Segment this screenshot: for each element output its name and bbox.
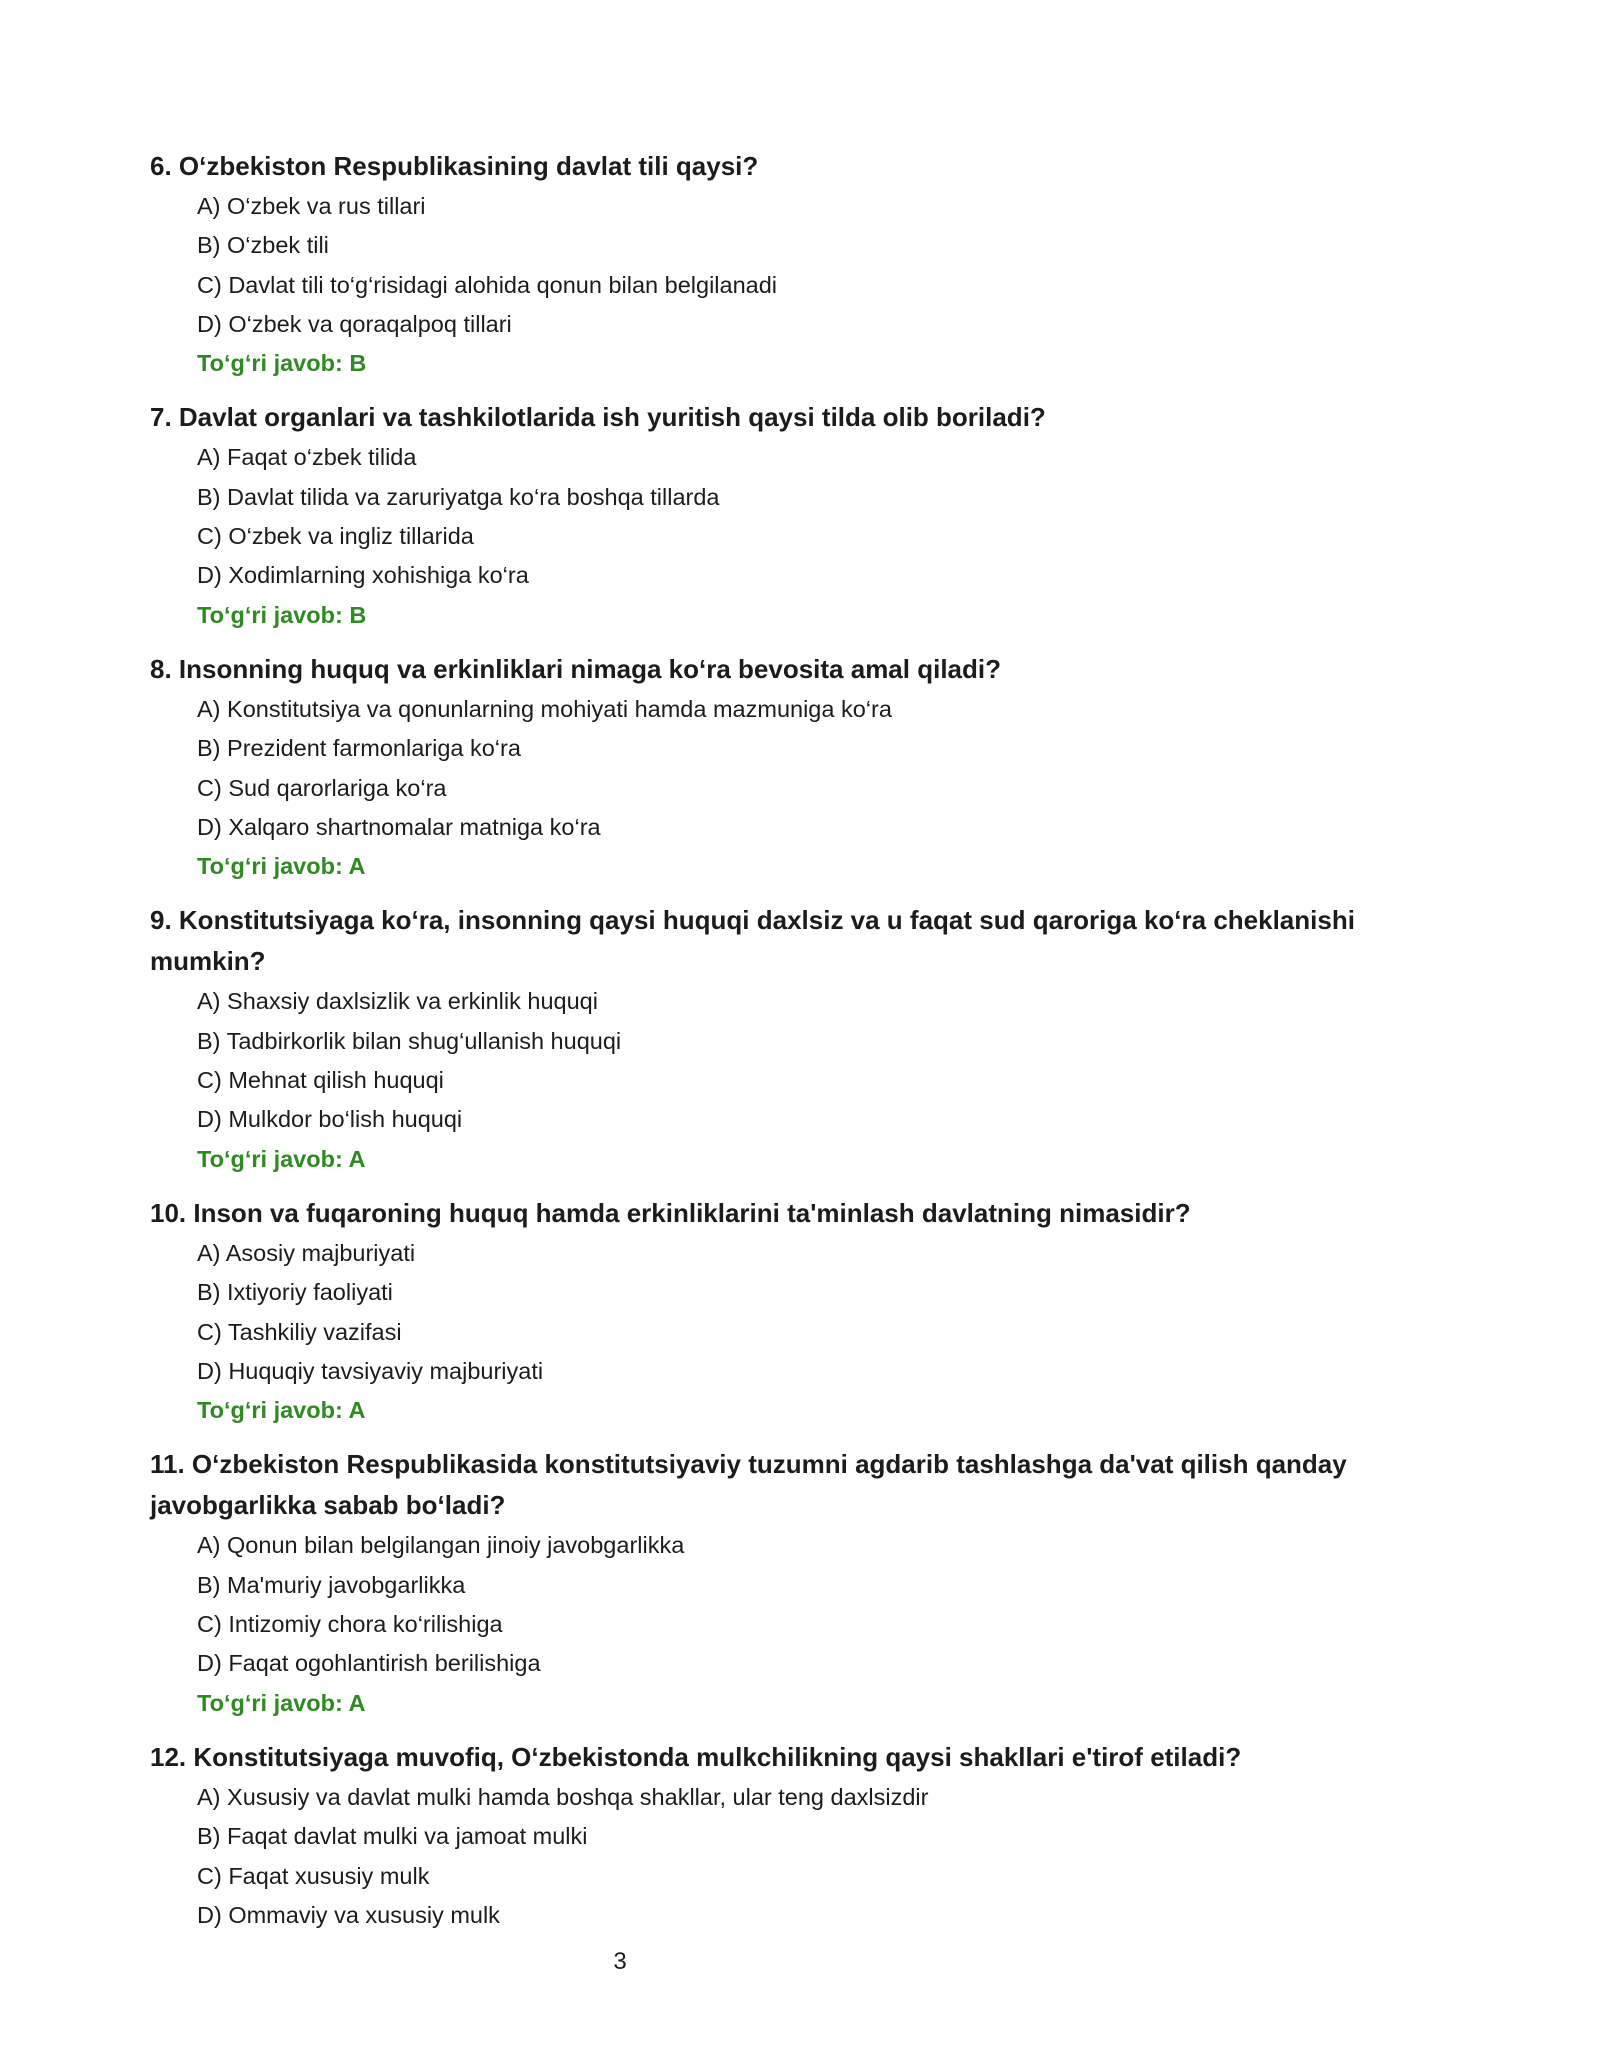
option-d: D) Faqat ogohlantirish berilishiga bbox=[197, 1650, 541, 1677]
option-d: D) Ommaviy va xususiy mulk bbox=[197, 1901, 500, 1928]
question-10 bbox=[150, 1193, 1450, 1430]
option-c: C) Faqat xususiy mulk bbox=[197, 1862, 430, 1889]
question-text: 11. O‘zbekiston Respublikasida konstitutsiyaviy tuzumni agdarib tashlashga da'vat qilish qanday javobgarlikka sabab bo‘ladi? bbox=[150, 1449, 1347, 1521]
option-d: D) Xodimlarning xohishiga ko‘ra bbox=[197, 562, 529, 589]
option-b: B) O‘zbek tili bbox=[197, 232, 329, 259]
option-d: D) Mulkdor bo‘lish huquqi bbox=[197, 1106, 463, 1133]
option-a: A) Faqat o‘zbek tilida bbox=[197, 444, 417, 471]
option-a: A) O‘zbek va rus tillari bbox=[197, 193, 426, 219]
question-8 bbox=[150, 649, 1450, 886]
correct-answer: To‘g‘ri javob: A bbox=[197, 1145, 366, 1172]
option-c: C) Intizomiy chora ko‘rilishiga bbox=[197, 1611, 503, 1638]
option-c: C) Sud qarorlariga ko‘ra bbox=[197, 774, 447, 801]
option-list bbox=[150, 690, 1450, 847]
option-b: B) Tadbirkorlik bilan shug‘ullanish huquqi bbox=[197, 1027, 622, 1054]
question-text: 10. Inson va fuqaroning huquq hamda erkinliklarini ta'minlash davlatning nimasidir? bbox=[150, 1197, 1191, 1228]
correct-answer: To‘g‘ri javob: A bbox=[197, 1397, 366, 1424]
option-d: D) O‘zbek va qoraqalpoq tillari bbox=[197, 310, 512, 337]
option-a: A) Qonun bilan belgilangan jinoiy javobgarlikka bbox=[197, 1532, 685, 1559]
option-b: B) Ixtiyoriy faoliyati bbox=[197, 1279, 393, 1306]
question-9 bbox=[150, 900, 1450, 1178]
question-text: 6. O‘zbekiston Respublikasining davlat tili qaysi? bbox=[150, 151, 759, 181]
option-b: B) Prezident farmonlariga ko‘ra bbox=[197, 735, 521, 762]
option-b: B) Ma'muriy javobgarlikka bbox=[197, 1571, 466, 1598]
option-a: A) Asosiy majburiyati bbox=[197, 1239, 416, 1266]
option-c: C) Mehnat qilish huquqi bbox=[197, 1067, 444, 1094]
option-d: D) Xalqaro shartnomalar matniga ko‘ra bbox=[197, 813, 601, 840]
option-a: A) Konstitutsiya va qonunlarning mohiyati hamda mazmuniga ko‘ra bbox=[197, 695, 892, 722]
option-a: A) Xususiy va davlat mulki hamda boshqa shakllar, ular teng daxlsizdir bbox=[197, 1783, 929, 1810]
correct-answer: To‘g‘ri javob: B bbox=[197, 601, 367, 628]
option-c: C) Davlat tili to‘g‘risidagi alohida qonun bilan belgilanadi bbox=[197, 271, 778, 298]
correct-answer: To‘g‘ri javob: A bbox=[197, 853, 366, 880]
option-c: C) O‘zbek va ingliz tillarida bbox=[197, 523, 474, 550]
question-text: 7. Davlat organlari va tashkilotlarida ish yuritish qaysi tilda olib boriladi? bbox=[150, 402, 1046, 433]
page-number: 3 bbox=[613, 1948, 627, 1975]
option-list bbox=[150, 982, 1450, 1139]
option-list bbox=[150, 1526, 1450, 1683]
question-text: 8. Insonning huquq va erkinliklari nimaga ko‘ra bevosita amal qiladi? bbox=[150, 653, 1001, 684]
question-11 bbox=[150, 1444, 1450, 1722]
option-c: C) Tashkiliy vazifasi bbox=[197, 1318, 402, 1345]
correct-answer: To‘g‘ri javob: A bbox=[197, 1689, 366, 1716]
option-list bbox=[150, 1234, 1450, 1391]
option-list bbox=[150, 187, 1450, 344]
question-text: 12. Konstitutsiyaga muvofiq, O‘zbekistonda mulkchilikning qaysi shakllari e'tirof etiladi? bbox=[150, 1741, 1242, 1772]
question-7 bbox=[150, 397, 1450, 634]
option-list bbox=[150, 1778, 1450, 1935]
question-6 bbox=[150, 146, 1450, 383]
option-b: B) Faqat davlat mulki va jamoat mulki bbox=[197, 1823, 588, 1850]
question-12 bbox=[150, 1737, 1450, 1935]
question-text: 9. Konstitutsiyaga ko‘ra, insonning qaysi huquqi daxlsiz va u faqat sud qaroriga ko‘ra cheklanishi mumkin? bbox=[150, 905, 1355, 977]
document-page bbox=[150, 146, 1450, 1935]
option-list bbox=[150, 438, 1450, 595]
option-b: B) Davlat tilida va zaruriyatga ko‘ra boshqa tillarda bbox=[197, 483, 720, 510]
option-d: D) Huquqiy tavsiyaviy majburiyati bbox=[197, 1357, 544, 1384]
correct-answer: To‘g‘ri javob: B bbox=[197, 350, 367, 377]
option-a: A) Shaxsiy daxlsizlik va erkinlik huquqi bbox=[197, 988, 598, 1015]
